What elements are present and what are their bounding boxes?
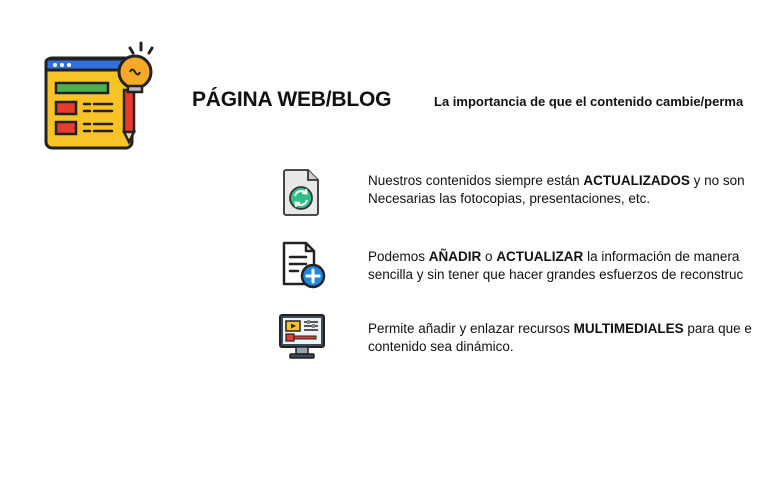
document-add-icon: [278, 240, 326, 290]
feature-text-2: Podemos AÑADIR o ACTUALIZAR la información de manera sencilla y sin tener que hacer grandes esfuerzos de reconstruc: [368, 249, 744, 282]
website-lightbulb-icon: [40, 40, 158, 152]
page-title: PÁGINA WEB/BLOG: [192, 88, 392, 111]
feature-text-3: Permite añadir y enlazar recursos MULTIMEDIALES para que e contenido sea dinámico.: [368, 321, 752, 354]
multimedia-monitor-icon: [278, 312, 326, 362]
feature-text-1: Nuestros contenidos siempre están ACTUALIZADOS y no son Necesarias las fotocopias, presentaciones, etc.: [368, 173, 745, 206]
document-refresh-icon: [278, 167, 326, 217]
page-subtitle: La importancia de que el contenido cambie/perma: [434, 94, 744, 109]
